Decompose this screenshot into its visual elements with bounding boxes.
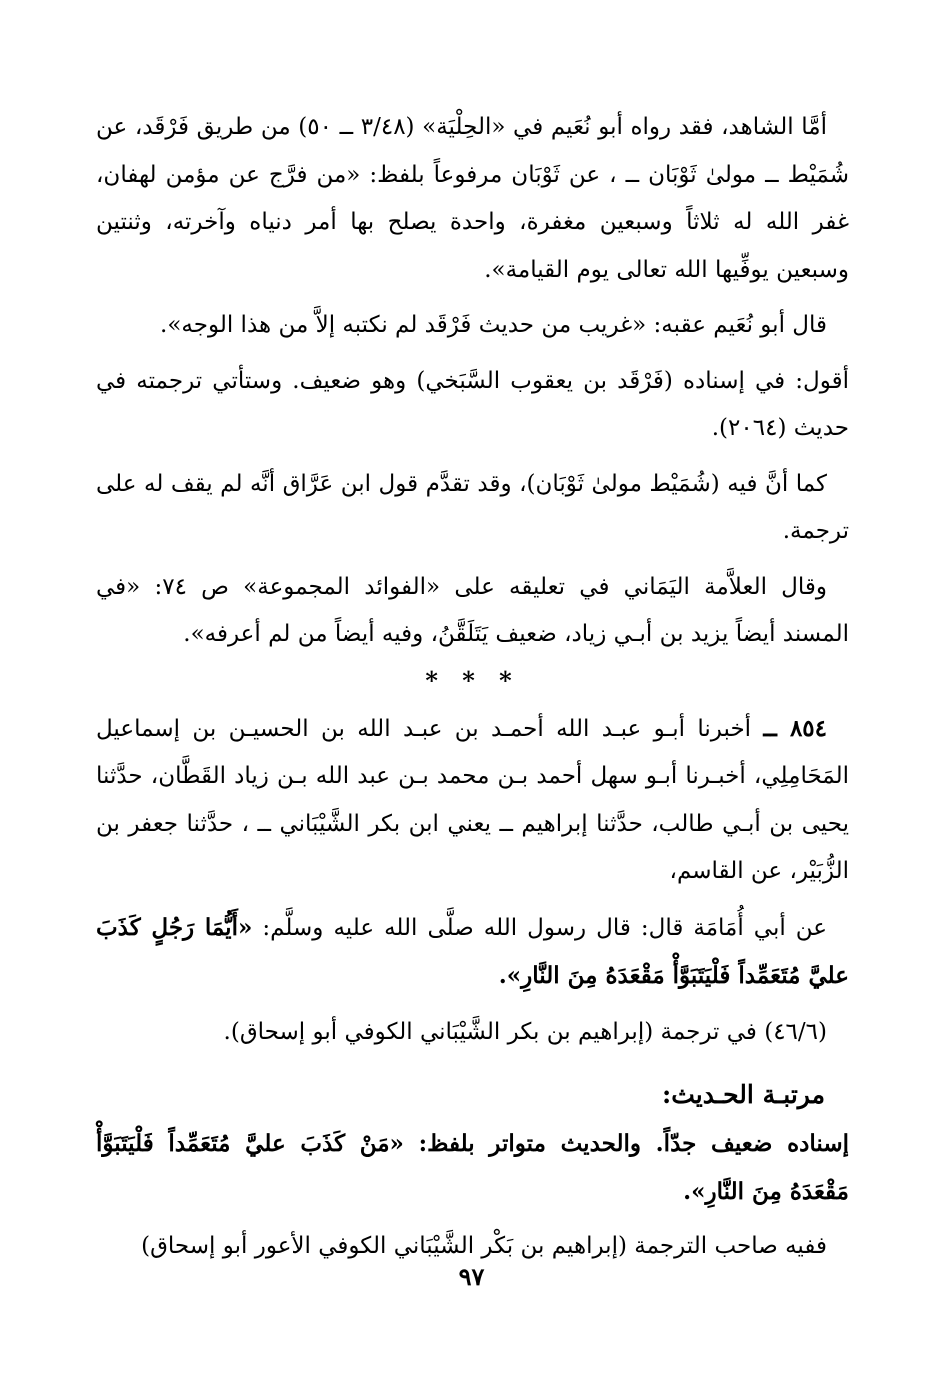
paragraph-grading (96, 1120, 849, 1215)
hadith-matn-intro: عن أبي أُمَامَة قال: قال رسول الله صلَّى الله عليه وسلَّم: (252, 914, 828, 941)
paragraph-yamani (96, 564, 849, 659)
paragraph-source-reference (96, 1009, 849, 1057)
paragraph-grading-text: إسناده ضعيف جدّاً. والحديث متواتر بلفظ: (403, 1130, 850, 1157)
paragraph-shumayt-text: كما أنَّ فيه (شُمَيْط مولىٰ ثَوْبَان)، وقد تقدَّم قول ابن عَرَّاق أنَّه لم يقف له على ترجمة. (96, 470, 849, 544)
paragraph-hadith-isnad (96, 705, 849, 896)
paragraph-aqulu-text: أقول: في إسناده (فَرْقَد بن يعقوب السَّبَخي) وهو ضعيف. وستأتي ترجمته في حديث (٢٠٦٤). (96, 367, 849, 441)
paragraph-source-reference-text: (٤٦/٦) في ترجمة (إبراهيم بن بكر الشَّيْبَاني الكوفي أبو إسحاق). (223, 1018, 827, 1045)
hadith-number: ٨٥٤ ــ (763, 714, 828, 742)
paragraph-shahid-text: أمَّا الشاهد، فقد رواه أبو نُعَيم في «الحِلْيَة» (٣/٤٨ ــ ٥٠) من طريق فَرْقَد، عن شُمَيْط ــ مولىٰ ثَوْبَان ــ ، عن ثَوْبَان مرفوعاً بلفظ: «من فرَّج عن مؤمن لهفان، غفر الله له ثلاثاً وسبعين مغفرة، واحدة يصلح بها أمر دنياه وآخرته، وثنتين وسبعين يوفِّيها الله تعالى يوم القيامة». (96, 114, 849, 283)
hadith-matn-quote: «أَيُّمَا رَجُلٍ كَذَبَ عليَّ مُتَعَمِّداً فَلْيَتَبَوَّأْ مَقْعَدَهُ مِنَ النَّارِ». (96, 913, 849, 989)
paragraph-hadith-isnad-text: أخبرنا أبـو عبـد الله أحمـد بن عبـد الله بن الحسيـن بن إسماعيل المَحَامِلِي، أخبـرنا أبـو سهل أحمد بـن محمد بـن عبد الله بـن زياد القَطَّان، حدَّثنا يحيى بن أبـي طالب، حدَّثنا إبراهيم ــ يعني ابن بكر الشَّيْبَاني ــ ، حدَّثنا جعفر بن الزُّبَيْر، عن القاسم، (96, 715, 849, 884)
paragraph-shumayt (96, 461, 849, 556)
section-separator: * * * (425, 665, 520, 695)
paragraph-abu-nuaym-comment-text: قال أبو نُعَيم عقبه: «غريب من حديث فَرْقَد لم نكتبه إلاَّ من هذا الوجه». (160, 312, 827, 338)
paragraph-aqulu (96, 358, 849, 453)
page-number: ٩٧ (458, 1262, 485, 1291)
section-heading: مرتبـة الحـديث: (661, 1080, 825, 1109)
paragraph-shahid (96, 104, 849, 294)
paragraph-abu-nuaym-comment (96, 302, 849, 350)
paragraph-yamani-text: وقال العلاَّمة اليَمَاني في تعليقه على «الفوائد المجموعة» ص ٧٤: «في المسند أيضاً يزيد بن أبـي زياد، ضعيف يَتَلَقَّنُ، وفيه أيضاً من لم أعرفه». (96, 573, 849, 647)
paragraph-grading-quote: «مَنْ كَذَبَ عليَّ مُتَعَمِّداً فَلْيَتَبَوَّأْ مَقْعَدَهُ مِنَ النَّارِ». (96, 1130, 849, 1205)
paragraph-hadith-matn (96, 904, 849, 1001)
paragraph-trajama-text: ففيه صاحب الترجمة (إبراهيم بن بَكْر الشَّيْبَاني الكوفي الأعور أبو إسحاق) (141, 1233, 827, 1259)
